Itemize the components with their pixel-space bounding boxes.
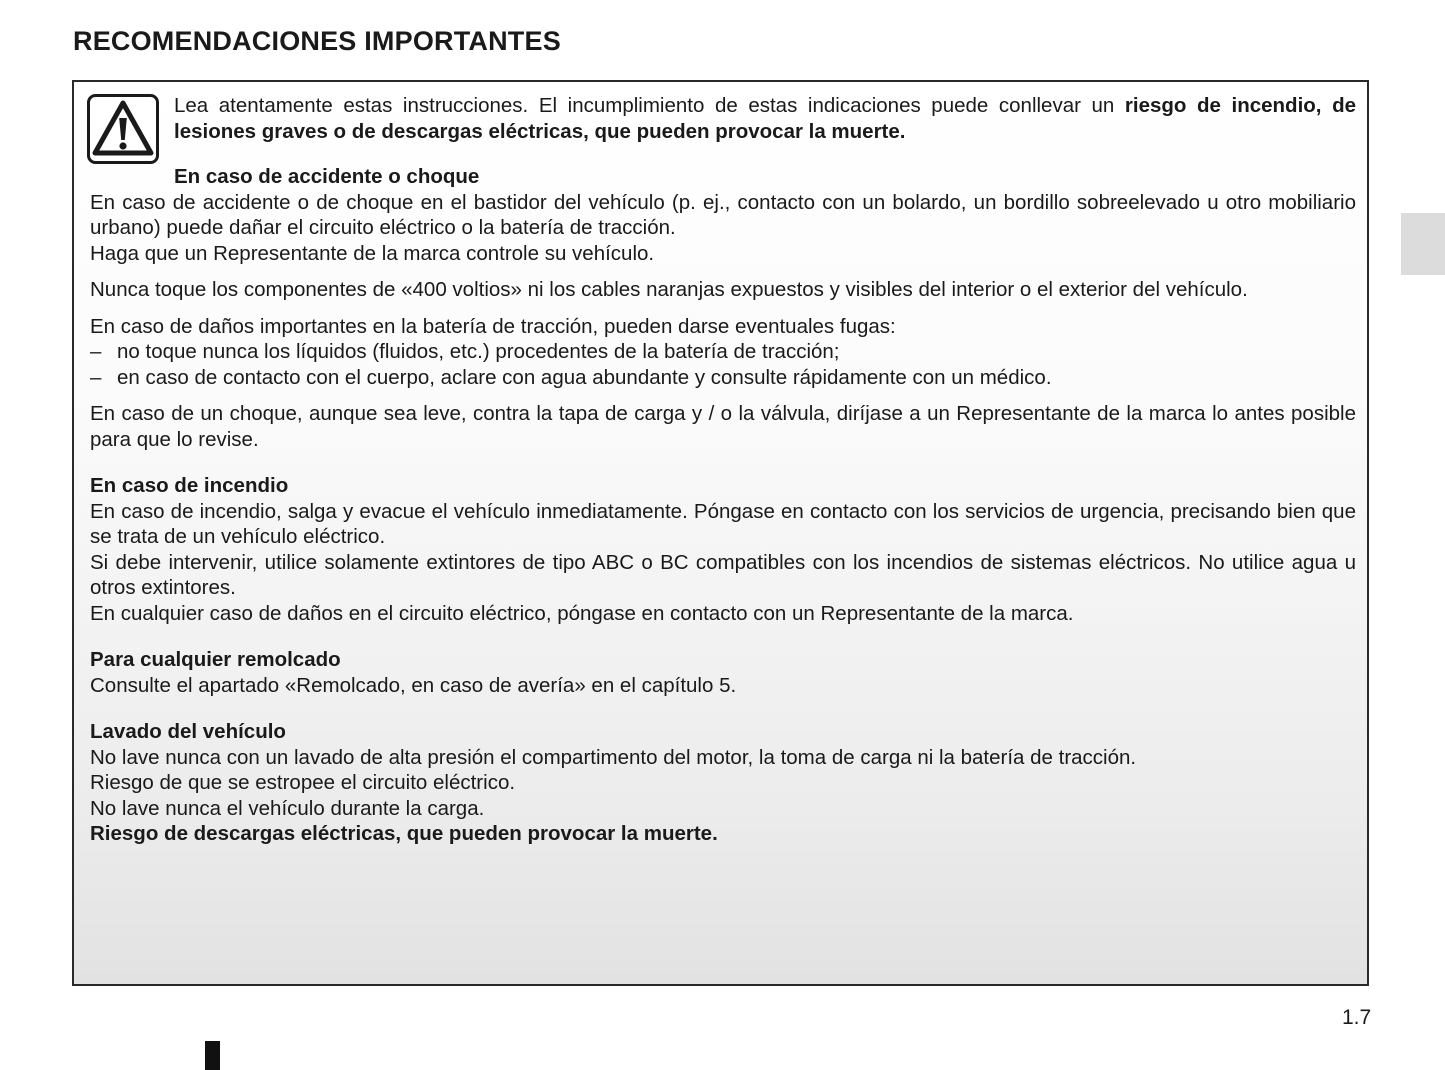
- accident-paragraph-2: Haga que un Representante de la marca controle su vehículo.: [90, 241, 655, 265]
- page-title: RECOMENDACIONES IMPORTANTES: [73, 26, 561, 56]
- heading-fire: En caso de incendio: [90, 474, 289, 497]
- heading-washing: Lavado del vehículo: [90, 720, 286, 743]
- warning-content: [90, 93, 1356, 847]
- intro-text: Lea atentamente estas instrucciones. El incumplimiento de estas indicaciones puede conllevar un: [174, 94, 1125, 117]
- fire-paragraph-3: En cualquier caso de daños en el circuito eléctrico, póngase en contacto con un Representante de la marca.: [90, 601, 1074, 625]
- washing-paragraph-2: Riesgo de que se estropee el circuito eléctrico.: [90, 771, 516, 794]
- warning-intro: [174, 93, 1356, 144]
- accident-paragraph-3: Nunca toque los componentes de «400 voltios» ni los cables naranjas expuestos y visibles del interior o el exterior del vehículo.: [90, 278, 1248, 301]
- intro-bold-text: riesgo de incendio, de lesiones graves o de descargas eléctricas, que pueden provocar la muerte.: [174, 94, 1356, 143]
- towing-paragraph-1: Consulte el apartado «Remolcado, en caso de avería» en el capítulo 5.: [90, 673, 737, 697]
- page-number: 1.7: [1342, 1006, 1372, 1029]
- warning-box: [72, 80, 1369, 986]
- leak-list: [90, 339, 1356, 390]
- heading-accident: En caso de accidente o choque: [174, 165, 480, 188]
- accident-paragraph-1: En caso de accidente o de choque en el bastidor del vehículo (p. ej., contacto con un bolardo, un bordillo sobreelevado u otro mobiliario urbano) puede dañar el circuito eléctrico o la batería de tracción.: [90, 190, 1356, 239]
- accident-paragraph-5: En caso de un choque, aunque sea leve, contra la tapa de carga y / o la válvula, diríjase a un Representante de la marca lo antes posible para que lo revise.: [90, 402, 1356, 451]
- accident-paragraph-4: En caso de daños importantes en la batería de tracción, pueden darse eventuales fugas:: [90, 314, 896, 338]
- heading-towing: Para cualquier remolcado: [90, 648, 341, 671]
- list-item: – en caso de contacto con el cuerpo, aclare con agua abundante y consulte rápidamente con un médico.: [90, 365, 1356, 391]
- washing-paragraph-3: No lave nunca el vehículo durante la carga.: [90, 796, 485, 820]
- chapter-thumb-tab: [1401, 213, 1445, 275]
- washing-paragraph-1: No lave nunca con un lavado de alta presión el compartimento del motor, la toma de carga ni la batería de tracción.: [90, 745, 1137, 769]
- list-item: – no toque nunca los líquidos (fluidos, etc.) procedentes de la batería de tracción;: [90, 339, 1356, 365]
- washing-warning: Riesgo de descargas eléctricas, que pueden provocar la muerte.: [90, 822, 718, 845]
- fire-paragraph-2: Si debe intervenir, utilice solamente extintores de tipo ABC o BC compatibles con los incendios de sistemas eléctricos. No utilice agua u otros extintores.: [90, 550, 1356, 599]
- fire-paragraph-1: En caso de incendio, salga y evacue el vehículo inmediatamente. Póngase en contacto con los servicios de urgencia, precisando bien que se trata de un vehículo eléctrico.: [90, 499, 1356, 548]
- print-edge-mark: [205, 1041, 220, 1070]
